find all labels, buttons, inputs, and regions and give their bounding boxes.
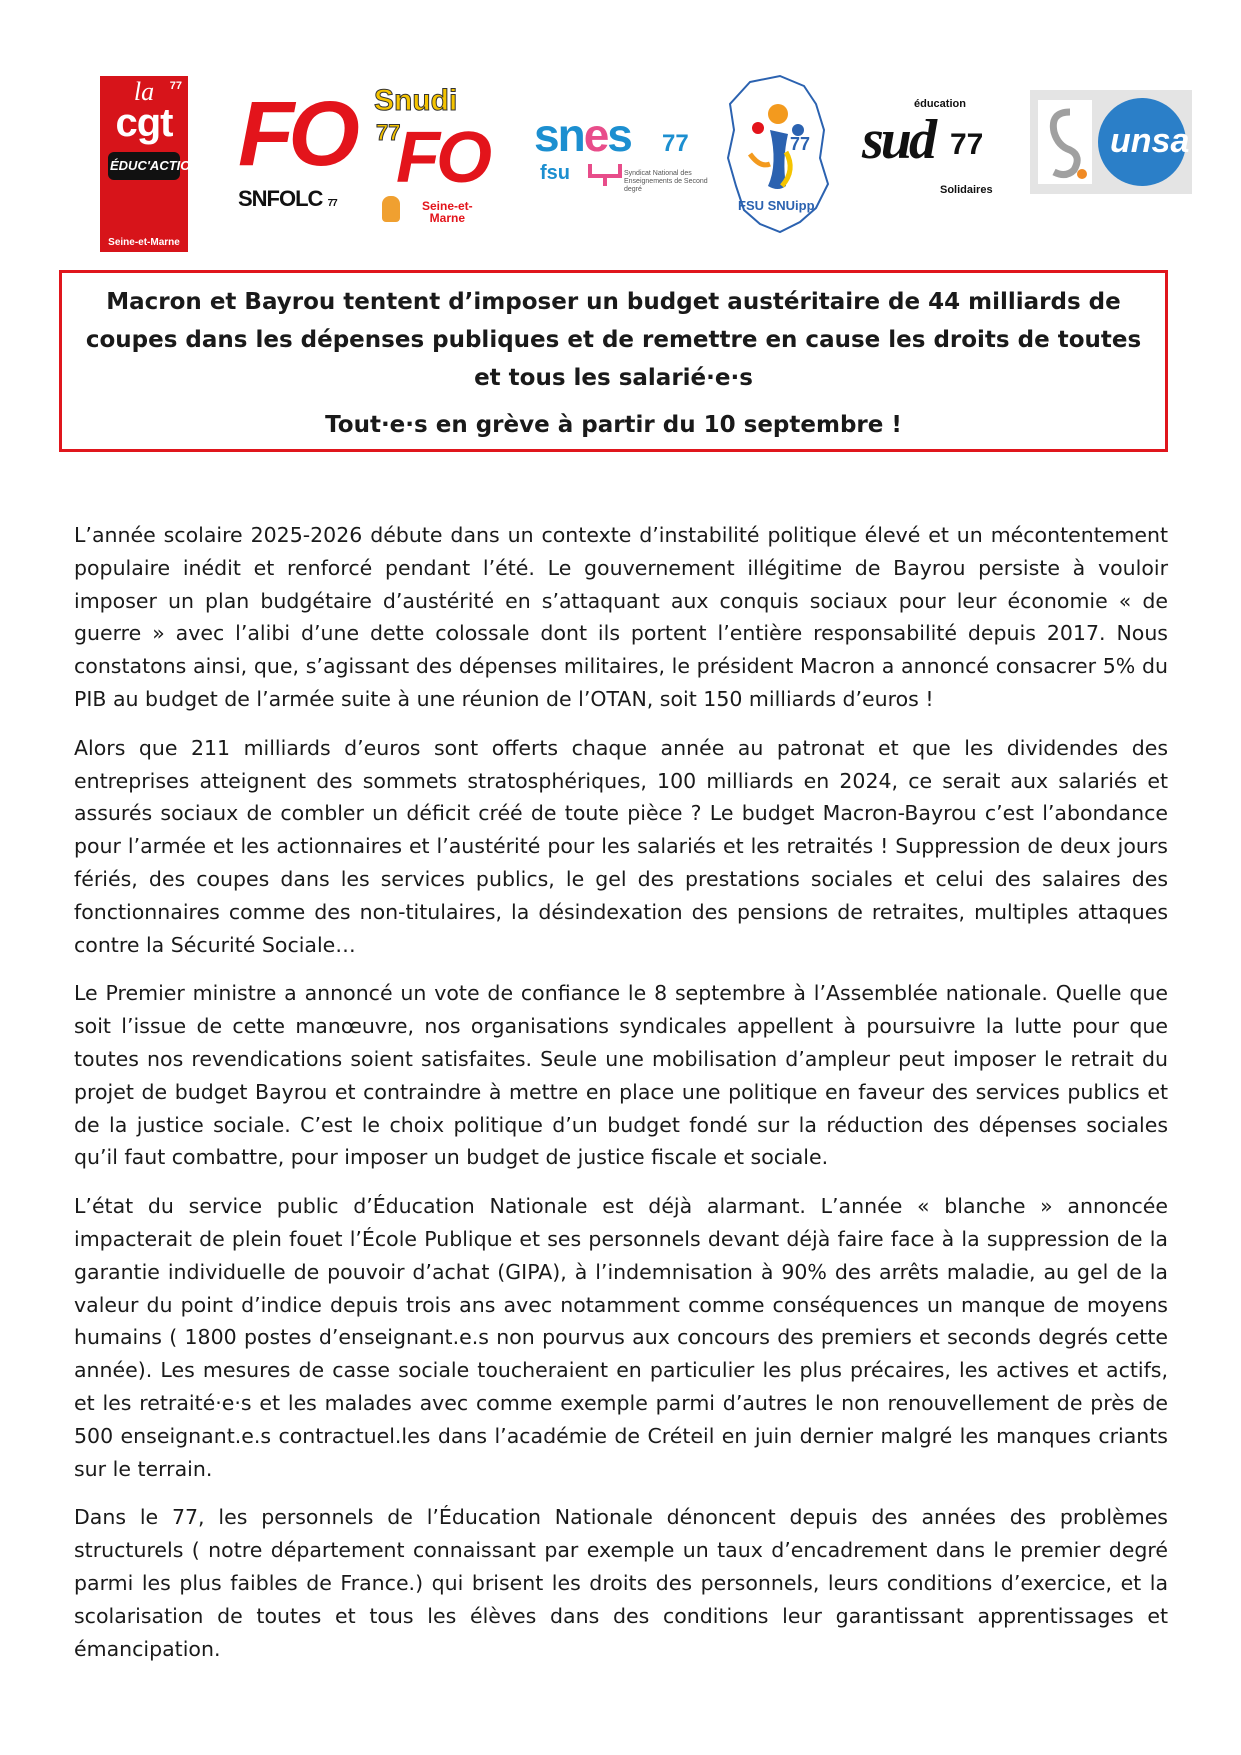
snes-part1: sn [534,109,584,161]
snes-part2: e [583,109,608,161]
snuipp-label: FSU SNUipp [738,198,815,213]
sud-solidaires: Solidaires [940,184,993,196]
cgt-logo [100,76,200,252]
paragraph-4: L’état du service public d’Éducation Nationale est déjà alarmant. L’année « blanche » annoncée impacterait de plein fouet l’École Publique et ses personnels devant déjà faire face à la suppression de la garantie individuelle de pouvoir d’achat (GIPA), à l’indemnisation à 90% des arrêts maladie, au gel de la valeur du point d’indice depuis trois ans avec notamment comme conséquences un manque de moyens humains ( 1800 postes d’enseignant.e.s non pourvus aux concours des premiers et seconds degrés cette année). Les mesures de casse sociale toucheraient en particulier les plus précaires, les actives et actifs, et les retraité·e·s et les malades avec comme exemple parmi d’autres le non renouvellement de près de 500 enseignant.e.s contractuel.les dans l’académie de Créteil en juin dernier malgré les manques criants sur le terrain. [74,1194,1168,1481]
paragraph-2: Alors que 211 milliards d’euros sont offerts chaque année au patronat et que les dividendes des entreprises atteignent des sommets stratosphériques, 100 milliards en 2024, ce serait aux salariés et assurés sociaux de combler un déficit créé de toute pièce ? Le budget Macron-Bayrou c’est l’abondance pour l’armée et les actionnaires et l’austérité pour les salariés et les retraités ! Suppression de deux jours fériés, des coupes dans les services publics, le gel des prestations sociales et celui des salaires des fonctionnaires comme des non-titulaires, la désindexation des pensions de retraites, multiples attaques contre la Sécurité Sociale… [74,735,1168,957]
sud-education-word: éducation [914,98,966,110]
snes-part3: s [607,109,631,161]
snfolc-logo [238,83,354,238]
snudi-fo: FO [396,118,488,198]
snudi-dept [422,200,473,224]
snfolc-fo: FO [238,83,354,185]
child-figure-icon [382,196,400,222]
snfolc-number: 77 [327,198,337,209]
paragraph-1: L’année scolaire 2025-2026 débute dans un contexte d’instabilité politique élevé et un mécontentement populaire inédit et renforcé pendant l’été. Le gouvernement illégitime de Bayrou persiste à vouloir imposer un plan budgétaire d’austérité en s’attaquant aux conquis sociaux pour leur économie « de guerre » avec l’alibi d’une dette colossale dont ils portent l’entière responsabilité depuis 2017. Nous constatons ainsi, que, s’agissant des dépenses militaires, le président Macron a annoncé consacrer 5% du PIB au budget de l’armée suite à une réunion de l’OTAN, soit 150 milliards d’euros ! [74,523,1168,711]
snfolc-sub [238,186,348,212]
snes-bracket-icon [588,162,622,188]
unsa-logo [1030,90,1192,194]
cgt-number: 77 [169,80,182,92]
snuipp-number: 77 [790,134,811,154]
unsa-name: unsa [1110,122,1190,160]
headline-box [59,270,1168,452]
snudi-number: 77 [376,120,401,145]
paragraph-5: Dans le 77, les personnels de l’Éducation Nationale dénoncent depuis des années des problèmes structurels ( notre département connaissant par exemple un taux d’encadrement dans le premier degré parmi les plus faibles de France.) qui brisent les droits des personnels, leurs conditions d’exercice, et la scolarisation de toutes et tous les élèves dans des conditions leur garantissant apprentissages et émancipation. [74,1505,1168,1661]
cgt-name: cgt [115,101,173,145]
cgt-dept: Seine-et-Marne [108,237,180,248]
snes-number: 77 [662,130,689,157]
paragraph-3: Le Premier ministre a annoncé un vote de confiance le 8 septembre à l’Assemblée nationale. Quelle que soit l’issue de cette manœuvre, nos organisations syndicales appellent à poursuivre la lutte pour que toutes nos revendications soient satisfaites. Seule une mobilisation d’ampleur peut imposer le retrait du projet de budget Bayrou et contraindre à mettre en place une politique en faveur des services publics et de la justice sociale. C’est le choix politique d’un budget fondé sur la réduction des dépenses sociales qu’il faut combattre, pour imposer un budget de justice fiscale et sociale. [74,981,1168,1170]
snes-description: Syndicat National des Enseignements de Second degré [624,170,708,193]
sud-number: 77 [950,128,984,161]
sud-education-logo [862,98,992,218]
snudi-fo-logo [374,86,486,236]
snfolc-name: SNFOLC [238,186,323,211]
sud-name: sud [862,109,934,171]
article-body [74,519,1168,1681]
snudi-dept-line1: Seine-et- [422,199,473,213]
snes-fsu-logo [534,109,708,222]
snes-fsu: fsu [540,162,570,184]
headline-title: Macron et Bayrou tentent d’imposer un budget austéritaire de 44 milliards de coupes dans les dépenses publiques et de remettre en cause les droits de toutes et tous les salarié·e·s [85,289,1142,391]
snudi-word: Snudi [374,84,458,117]
strike-call: Tout·e·s en grève à partir du 10 septembre ! [325,412,902,438]
snuipp-fsu-logo [720,74,832,234]
union-logos-row [0,72,1241,262]
snudi-dept-line2: Marne [429,211,466,225]
cgt-educ-action-badge: ÉDUC'ACTION [108,152,180,180]
cgt-la: la [133,77,155,106]
